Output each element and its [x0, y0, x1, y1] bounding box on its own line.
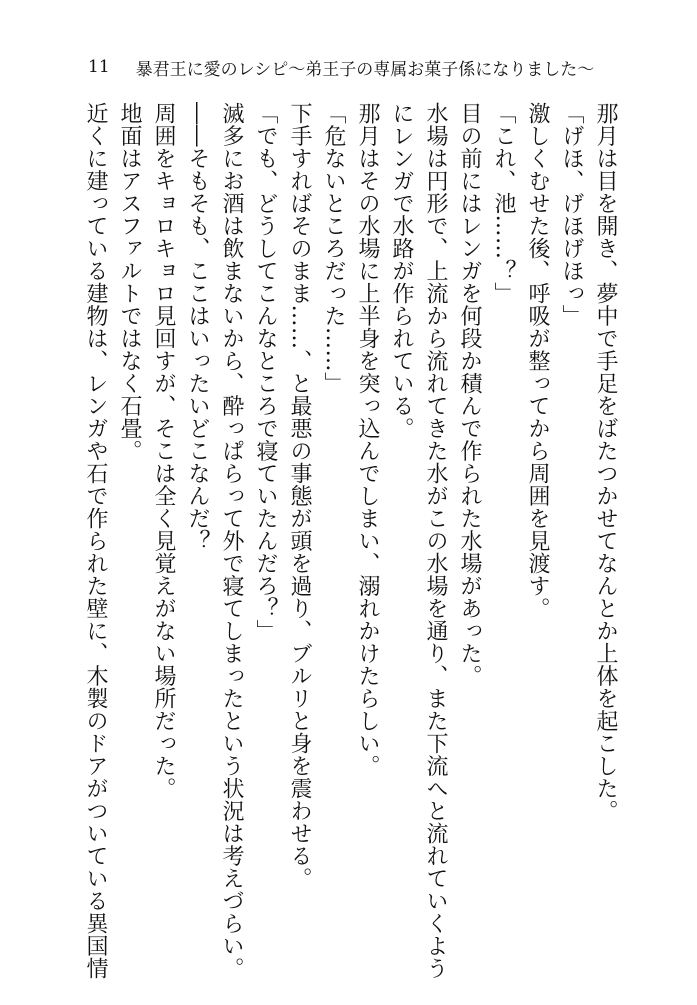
dialogue-line: 「これ、池……？」 — [491, 102, 516, 305]
page-number: 11 — [88, 57, 110, 77]
paragraph: 水場は円形で、上流から流れてきた水がこの水場を通り、また下流へと流れていくようにレンガで水路が作られている。 — [389, 102, 448, 980]
paragraph: 地面はアスファルトではなく石畳。 — [117, 102, 142, 462]
paragraph: 目の前にはレンガを何段か積んで作られた水場があった。 — [457, 102, 482, 687]
paragraph: 近くに建っている建物は、レンガや石で作られた壁に、木製のドアがついている異国情 — [83, 102, 108, 980]
paragraph: 滅多にお酒は飲まないから、酔っぱらって外で寝てしまったという状況は考えづらい。 — [219, 102, 244, 980]
paragraph: ――そもそも、ここはいったいどこなんだ？ — [185, 102, 210, 552]
paragraph: 周囲をキョロキョロ見回すが、そこは全く見覚えがない場所だった。 — [151, 102, 176, 800]
paragraph: 激しくむせた後、呼吸が整ってから周囲を見渡す。 — [525, 102, 550, 620]
paragraph: 下手すればそのまま……、と最悪の事態が頭を過り、ブルリと身を震わせる。 — [287, 102, 312, 890]
dialogue-line: 「危ないところだった……」 — [321, 102, 346, 395]
paragraph: 那月は目を開き、夢中で手足をばたつかせてなんとか上体を起こした。 — [593, 102, 618, 822]
dialogue-line: 「げほ、げほげほっ」 — [559, 102, 584, 327]
dialogue-line: 「でも、どうしてこんなところで寝ていたんだろ？」 — [253, 102, 278, 642]
page-header — [88, 55, 594, 79]
paragraph: 那月はその水場に上半身を突っ込んでしまい、溺れかけたらしい。 — [355, 102, 380, 777]
running-title: 暴君王に愛のレシピ〜弟王子の専属お菓子係になりました〜 — [135, 59, 595, 80]
vertical-body-text — [62, 102, 622, 982]
